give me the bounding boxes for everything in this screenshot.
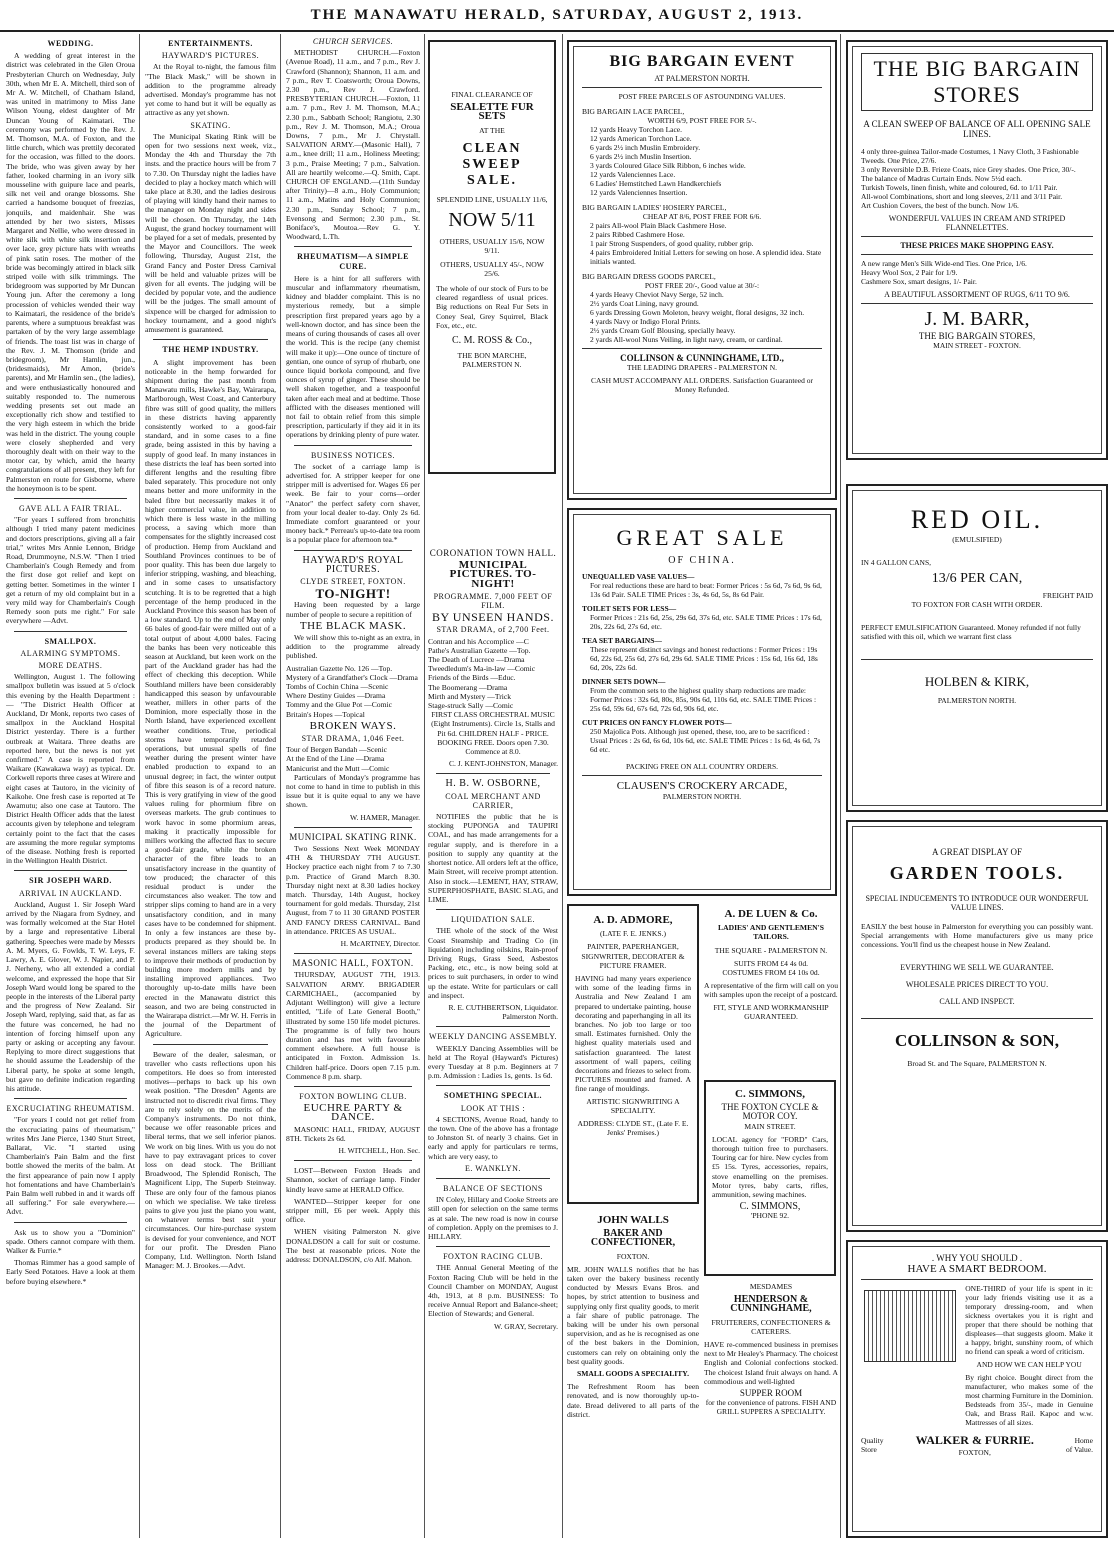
skating-article: The Municipal Skating Rink will be open for two sessions next week, viz., Monday the 4th and Thursday the 7th insts. and the practice hours will be from 7 to 7.30. On Thursday night the ladies have decided to play a hockey match which will take place at 8.30, and the ladies desirous of playing will kindly hand their names to the manager on Monday night and sides will be chosen. On Thursday, the 14th August, the grand hockey tournament will be played for a set of medals, presented by the Mayor and Councillors. The week following, Thursday, August 21st, the Grand Fancy and Poster Dress Carnival will be held and valuable prizes will be given for all events. The judging will be decided by popular vote, and the audience will be the judges. The small amount of sixpence will be charged for admission to hockey tournament, and a good night's amusement is guaranteed. bbox=[145, 131, 276, 335]
programme-item: Australian Gazette No. 126 —Top. bbox=[286, 663, 393, 673]
entertainments-heading: ENTERTAINMENTS. bbox=[168, 39, 253, 48]
divider bbox=[294, 1086, 412, 1087]
simmons-title: C. SIMMONS, bbox=[735, 1088, 805, 1100]
sealette-title: SEALETTE FUR SETS bbox=[450, 101, 534, 123]
divider bbox=[14, 498, 127, 499]
parcel-item: 2 pairs All-wool Plain Black Cashmere Hose. bbox=[590, 221, 727, 230]
parcel-item: 2 yards All-wool Nuns Veiling, in light navy, cream, or cardinal. bbox=[590, 335, 783, 344]
haywards-ad-programme-2 bbox=[286, 745, 420, 773]
parcel-item: 12 yards American Torchon Lace. bbox=[590, 134, 692, 143]
skating-subheading: SKATING. bbox=[190, 120, 231, 130]
bed-value: of Value. bbox=[1066, 1445, 1093, 1454]
osborne-text: NOTIFIES the public that he is stocking PUPONGA and TAUPIRI COAL, and has made arrangements for a regular supply, and is therefore in a position to supply any quantity at the shortest notice. All orders left at the office, Main Street, will receive prompt attention. Also in stock.—LEMENT, HAY, STRAW, SUPERPHOSPHATE, BASIC SLAG, and LIME. bbox=[428, 812, 558, 904]
balance-title: BALANCE OF SECTIONS bbox=[443, 1183, 543, 1193]
bb-title: BIG BARGAIN EVENT bbox=[609, 53, 795, 70]
special-text: 4 SECTIONS, Avenue Road, handy to the town. One of the above has a frontage to Johnston St. of nearly 3 chains. Get in early and apply for particulars re terms, which are very easy, to bbox=[428, 1114, 558, 1161]
coronation-sign: C. J. KENT-JOHNSTON, Manager. bbox=[448, 759, 558, 769]
bed-quality: Quality bbox=[861, 1436, 884, 1445]
gt-title: GARDEN TOOLS. bbox=[889, 863, 1065, 883]
programme-item: The Boomerang —Drama bbox=[428, 682, 508, 692]
barr-place: MAIN STREET - FOXTON. bbox=[933, 341, 1021, 350]
lost-notice: LOST—Between Foxton Heads and Shannon, socket of carriage lamp. Finder kindly leave same at HERALD Office. bbox=[286, 1166, 420, 1194]
bb-firm: COLLINSON & CUNNINGHAME, LTD., bbox=[620, 353, 784, 363]
divider bbox=[582, 348, 822, 349]
bedstead-illustration bbox=[864, 1290, 956, 1362]
bbs-rugs: A BEAUTIFUL ASSORTMENT OF RUGS, 6/11 TO 9/6. bbox=[884, 290, 1070, 299]
hosiery-title: BIG BARGAIN LADIES' HOSIERY PARCEL, bbox=[582, 203, 727, 212]
walls-small: SMALL GOODS A SPECIALITY. bbox=[577, 1369, 689, 1379]
special-look: LOOK AT THIS : bbox=[460, 1103, 526, 1113]
simmons-text: LOCAL agency for "FORD" Cars, thorough tuition free to purchasers. Touring car for hire. New cycles from £5 15s. Tyres, accessories, repairs, stove enamelling on the premises. Motor tyres, baby carts, rifles, ammunition, sewing machines. bbox=[712, 1134, 828, 1200]
parcel-item: 4 yards Navy or Indigo Floral Prints. bbox=[590, 317, 701, 326]
coronation-title: CORONATION TOWN HALL. bbox=[429, 548, 557, 558]
hc-pre: MESDAMES bbox=[749, 1282, 793, 1291]
divider bbox=[294, 953, 412, 954]
bbs-item: Heavy Wool Sox, 2 Pair for 1/9. bbox=[861, 268, 958, 277]
programme-item: Contran and his Accomplice —C bbox=[428, 636, 529, 646]
fair-trial-article: "For years I suffered from bronchitis although I tried many patent medicines and doctors prescriptions, giving all a fair trial," writes Mrs Annie Lennon, Bridge Road, Drummoyne, N.S.W. "Then I tried Chamberlain's Cough Remedy and from the first dose got relief and kept on getting better. Sometimes in the winter I get a return of my old complaint but in a very mild way for Chamberlain's Cough Remedy soon puts me right." For sale everywhere —Advt. bbox=[6, 515, 135, 626]
simple-cure-heading: RHEUMATISM—A SIMPLE CURE. bbox=[297, 252, 409, 271]
walls-sub: BAKER AND CONFECTIONER, bbox=[590, 1228, 676, 1249]
smart-bedroom-advert bbox=[846, 1240, 1108, 1538]
ross-firm: C. M. ROSS & Co., bbox=[451, 335, 533, 347]
parcel-item: 1 pair Strong Suspenders, of good quality, rubber grip. bbox=[590, 239, 754, 248]
liquidation-text: THE whole of the stock of the West Coast Steamship and Trading Co (in liquidation) including oilskins, Rain-proof Driving Rugs, Grass Seed, Asbestos Packing, etc., etc., is now being sold at prices to suit purchasers, in order to wind up the estate. Write for particulars or call and inspect. bbox=[428, 926, 558, 1000]
programme-item: Manicurist and the Mutt —Comic bbox=[286, 763, 390, 773]
church-heading: CHURCH SERVICES. bbox=[312, 37, 394, 46]
parcel-item: 6 yards 2½ inch Muslin Embroidery. bbox=[590, 143, 701, 152]
red-oil-freight: FREIGHT PAID bbox=[1042, 591, 1093, 600]
barr-sub: THE BIG BARGAIN STORES, bbox=[918, 331, 1036, 341]
bowling-title: FOXTON BOWLING CLUB. bbox=[299, 1091, 407, 1101]
divider bbox=[861, 303, 1093, 304]
sealette-lead: FINAL CLEARANCE OF bbox=[451, 90, 533, 99]
bbs-wonderful: WONDERFUL VALUES IN CREAM AND STRIPED FLANNELETTES. bbox=[888, 214, 1066, 232]
bbs-item: All-wool Combinations, short and long sleeves, 2/11 and 3/11 Pair. bbox=[861, 192, 1063, 201]
sealette-at: AT THE bbox=[479, 125, 505, 135]
gs-dinner: DINNER SETS DOWN— bbox=[582, 677, 666, 686]
red-oil-title: RED OIL. bbox=[910, 505, 1044, 534]
haywards-ad-text-2: We will show this to-night as an extra, in addition to the programme already published. bbox=[286, 632, 420, 661]
bb-subtitle: AT PALMERSTON NORTH. bbox=[654, 74, 750, 83]
divider bbox=[436, 1085, 550, 1086]
henderson-advert bbox=[704, 1282, 838, 1538]
gs-cut: CUT PRICES ON FANCY FLOWER POTS— bbox=[582, 718, 732, 727]
gt-every: EVERYTHING WE SELL WE GUARANTEE. bbox=[900, 963, 1054, 972]
bed-firm: WALKER & FURRIE. bbox=[915, 1433, 1034, 1447]
admore-address: ADDRESS: CLYDE ST., (Late F. E. Jenks' Premises.) bbox=[577, 1119, 689, 1138]
potato-notice: Thomas Rimmer has a good sample of Early Seed Potatoes. Have a look at them before buying elsewhere.* bbox=[6, 1258, 135, 1286]
luen-suits: SUITS FROM £4 4s 0d. bbox=[733, 958, 809, 968]
parcel-item: 6 yards Dressing Gown Moleton, heavy weight, floral designs, 32 inch. bbox=[590, 308, 805, 317]
wedding-article: A wedding of great interest in the district was celebrated in the Glen Oroua Presbyterian Church on Wednesday, July 30th, when Mr E. A. Mitchell, third son of Mr A. W. Mitchell, of Chatham Island, was united in matrimony to Miss Jane Wilson Young, eldest daughter of Mr Duncan Young of Kaimatari. The ceremony was performed by the Rev. J. M. Thomson, M.A. of Foxton, and the little church, which was prettily decorated for the occasion, was filled to the doors. The bride, who was given away by her father, looked charming in an ivory silk mousseline with guipure lace and pearls, silk net veil and orange blossoms. She carried a handsome bouquet of freezias, jonquils, and maidenhair. She was attended by her two sisters, Misses Margaret and Nellie, who were dressed in white silk with white silk insertion and over lace, grey picture hats with wreaths of pink satin roses. The mother of the bride was becomingly attired in black silk striped voile with silk trimmings. The bridegroom was supported by Mr Duncan Young jun. After the ceremony a long procession of vehicles wended their way to Kaimatari, the residence of the bride's parents, where a sumptuous breakfast was partaken of by the very large assemblage of friends. The toast list was in charge of the Rev. J. M. Thomson (bride and bridegroom), Mr Hamlin, jun., (bridesmaids), Mr Amon, (bride's parents), and Mr Hamlin sen., (the ladies), and were enthusiastically honoured and suitably responded to. The numerous wedding presents set out made an exceptionally rich show and testified to the very high esteem in which the bride was held in the district. The young couple were closely shepherded and very thoroughly dealt with on their way to the motor car, by which, amid the hearty congratulations of all present, they left for Palmerston en route for Gisborne, where the honeymoon is to be spent. bbox=[6, 51, 135, 493]
bed-home: Home bbox=[1074, 1436, 1093, 1445]
divider bbox=[294, 550, 412, 551]
programme-item: Tombs of Cochin China —Scenic bbox=[286, 682, 389, 691]
osborne-subtitle: COAL MERCHANT AND CARRIER, bbox=[445, 791, 541, 810]
red-oil-cans: IN 4 GALLON CANS, bbox=[861, 558, 931, 567]
red-oil-advert bbox=[846, 484, 1108, 812]
bed-text: ONE-THIRD of your life is spent in it: your lady friends visiting use it as a temporary dressing-room, and when sickness overtakes you it is right and proper that there should be nothing that displeases—that suggests gloom. Make it a happy, bright, sunshiny room, of which no friend can speak a word of criticism. bbox=[965, 1284, 1093, 1356]
divider bbox=[436, 1026, 550, 1027]
simmons-street: MAIN STREET. bbox=[744, 1121, 796, 1131]
smallpox-heading: SMALLPOX. bbox=[44, 636, 97, 646]
divider bbox=[861, 1018, 1093, 1019]
racing-sign: W. GRAY, Secretary. bbox=[494, 1321, 558, 1331]
parcel-item: 3 yards Coloured Glace Silk Ribbon, 6 inches wide. bbox=[590, 161, 746, 170]
simmons-sign: C. SIMMONS, bbox=[739, 1201, 801, 1213]
great-sale-china-advert bbox=[567, 508, 837, 896]
smallpox-subheading-2: MORE DEATHS. bbox=[38, 661, 103, 670]
column-rule bbox=[280, 34, 281, 1538]
admore-advert bbox=[567, 904, 699, 1204]
bed-store: Store bbox=[861, 1445, 877, 1454]
divider bbox=[294, 445, 412, 446]
programme-item: Where Destiny Guides —Drama bbox=[286, 691, 386, 701]
parcel-item: 4 pairs Embroidered Initial Letters for sewing on hose. A splendid idea. State initials wanted. bbox=[590, 248, 822, 266]
divider bbox=[14, 1222, 127, 1223]
hc-title: HENDERSON & CUNNINGHAME, bbox=[730, 1294, 812, 1315]
smallpox-subheading: ALARMING SYMPTOMS. bbox=[20, 648, 121, 658]
barr-title: J. M. BARR, bbox=[924, 308, 1030, 330]
business-heading: BUSINESS NOTICES. bbox=[310, 450, 396, 460]
programme-item: Friends of the Birds —Educ. bbox=[428, 673, 516, 683]
hc-text: HAVE re-commenced business in premises next to Mr Healey's Pharmacy. The choicest English and Colonial confections stocked. The choicest Island fruit always on hand. A commodious and well-lighted bbox=[704, 1340, 838, 1386]
garden-tools-advert bbox=[846, 820, 1108, 1232]
divider bbox=[582, 775, 822, 776]
gt-whole: WHOLESALE PRICES DIRECT TO YOU. bbox=[905, 980, 1049, 989]
bowling-sign: H. WITCHELL, Hon. Sec. bbox=[338, 1145, 420, 1155]
balance-text: IN Coley, Hillary and Cooke Streets are still open for selection on the same terms as at sale. The new road is now in course of completion. Apply on the premises to J. HILLARY. bbox=[428, 1195, 558, 1241]
bbs-easy: THESE PRICES MAKE SHOPPING EASY. bbox=[900, 241, 1054, 250]
programme-item: Tweedledum's Ma-in-law —Comic bbox=[428, 664, 536, 674]
divider bbox=[861, 254, 1093, 255]
others-price-1: OTHERS, USUALLY 15/6, NOW 9/11. bbox=[439, 237, 545, 256]
programme-item: The Death of Lucrece —Drama bbox=[428, 655, 525, 665]
church-article: METHODIST CHURCH.—Foxton (Avenue Road), 11 a.m., and 7 p.m., Rev J. Crawford (Shannon); Shannon, 11 a.m. and 7 p.m., Rev T. Coatsworth; Oroua Downs, 2.30 p.m., Rev J. Crawford. PRESBYTERIAN CHURCH.—Foxton, 11 a.m. 7 p.m., Rev J. M. Thomson, M.A.; 2.30 p.m., Sabbath School; Rangiotu, 2.30 p.m., Rev J. M. Thomson, M.A.; Oroua Downs, 7 p.m., Mr J. Chrystall. SALVATION ARMY.—(Masonic Hall), 7 a.m., knee drill; 11 a.m., Holiness Meeting; 3 p.m., Praise Meeting; 7 p.m., Salvation. All are heartily welcome.—Q. Smith, Capt. CHURCH OF ENGLAND.—(11th Sunday after Trinity)—8 a.m., Holy Communion; 11 a.m., Matins and Holy Communion; 2.30 p.m., Sunday School; 7 p.m., Evensong and Sermon; 2.30 p.m., St. Boniface's, Moutoa.—Rev G. Y. Woodward, L.Th. bbox=[286, 48, 420, 242]
gs-vase: UNEQUALLED VASE VALUES— bbox=[582, 572, 695, 581]
admore-trades: PAINTER, PAPERHANGER, SIGNWRITER, DECORATER & PICTURE FRAMER. bbox=[581, 942, 685, 970]
simmons-advert bbox=[704, 1080, 836, 1276]
ward-heading: SIR JOSEPH WARD. bbox=[29, 876, 112, 886]
rheumatism-article: "For years I could not get relief from the excruciating pains of rheumatism," writes Mrs Jane Pierce, 1340 Sturt Street, Ballarat, Vic. "I started using Chamberlain's Pain Balm and the first bottle showed the merits of the balm. At the first appearance of pain now I apply hot fomentations and have Chamberlain's Pain Balm well rubbed in and it wards off all suffering." For sale everywhere.—Advt. bbox=[6, 1115, 135, 1217]
racing-text: THE Annual General Meeting of the Foxton Racing Club will be held in the Council Chamber on MONDAY, August 4th, 1913, at 8 p.m. BUSINESS: To receive Annual Report and Balance-sheet; Election of Stewards; and General. bbox=[428, 1263, 558, 1319]
admore-sub: (LATE F. E. JENKS.) bbox=[599, 929, 667, 939]
admore-art: ARTISTIC SIGNWRITING A SPECIALITY. bbox=[586, 1096, 680, 1115]
haywards-ad-programme bbox=[286, 664, 420, 719]
admore-text: HAVING had many years experience with some of the leading firms in Australia and New Zealand I am prepared to undertake painting, house decorating and paperhanging in all its branches. No job too large or too small. Estimates furnished. Only the highest quality materials used and satisfaction guaranteed. The latest assortment of wall papers, ceiling decorations and friezes to select from. PICTURES mounted and framed. A fine range of mouldings. bbox=[575, 974, 691, 1094]
simmons-sub: THE FOXTON CYCLE & MOTOR COY. bbox=[721, 1102, 819, 1122]
dancing-text: WEEKLY Dancing Assemblies will be held at The Royal (Hayward's Pictures) every Tuesday at 8 p.m. Beginners at 7 p.m. Admission : Ladies 1s, gents. 1s 6d. bbox=[428, 1043, 558, 1081]
haywards-subheading: HAYWARD'S PICTURES. bbox=[161, 51, 260, 61]
parcel-item: 12 yards Valenciennes Lace. bbox=[590, 170, 676, 179]
masonic-title: MASONIC HALL, FOXTON. bbox=[292, 958, 414, 969]
ward-subheading: ARRIVAL IN AUCKLAND. bbox=[18, 888, 123, 898]
coronation-programme: PROGRAMME. 7,000 FEET OF FILM. bbox=[433, 591, 553, 611]
bbs-item: A new range Men's Silk Wide-end Ties. One Price, 1/6. bbox=[861, 259, 1027, 268]
masthead: THE MANAWATU HERALD, SATURDAY, AUGUST 2, 1913. bbox=[0, 0, 1114, 32]
red-oil-firm: HOLBEN & KIRK, bbox=[924, 674, 1030, 689]
parcel-item: 2½ yards Coat Lining, navy ground. bbox=[590, 299, 699, 308]
smallpox-article: Wellington, August 1. The following smallpox bulletin was issued at 5 o'clock this evening by the Health Department :— "The District Health Officer at Auckland, Dr Monk, reports two cases of smallpox in the Auckland Hospital District yesterday. There is a further outbreak at Waitara. Three deaths are reported here, but the news is not yet confirmed." A case is reported from Waikare (Kawakawa way) as typical. Dr. Corkwell reports three cases at Wirere and eight cases at Tautoro, in the vicinity of Kaikohe. One fresh case is reported at Te Awamutu; also one case at Tautoro. The District Health Officer adds that the latest accounts given by telephone and telegram certainly point to the fact that the cases are assuming the more regular symptoms of the disease. Nothing fresh is reported in the Wellington Health District. bbox=[6, 672, 135, 866]
coronation-text: FIRST CLASS ORCHESTRAL MUSIC (Eight Instruments). Circle 1s, Stalls and Pit 6d. CHILDREN HALF - PRICE. BOOKING FREE. Doors open 7.30. Commence at 8.0. bbox=[431, 710, 555, 757]
parcel-item: 6 yards 2½ inch Muslin Insertion. bbox=[590, 152, 692, 161]
others-price-2: OTHERS, USUALLY 45/-, NOW 25/6. bbox=[440, 259, 544, 278]
bon-marche: THE BON MARCHE, PALMERSTON N. bbox=[457, 351, 527, 370]
parcel-item: 6 Ladies' Hemstitched Lawn Handkerchiefs bbox=[590, 179, 722, 188]
red-oil-perfect: PERFECT EMULSIFICATION Guaranteed. Money refunded if not fully satisfied with this oil, which we warrant first class bbox=[861, 623, 1081, 641]
column-news-1 bbox=[6, 34, 135, 1538]
splendid-line: SPLENDID LINE, USUALLY 11/6, bbox=[436, 194, 548, 204]
bowling-text: MASONIC HALL, FRIDAY, AUGUST 8TH. Tickets 2s 6d. bbox=[286, 1124, 420, 1143]
wedding-heading: WEDDING. bbox=[47, 39, 94, 48]
haywards-ad-place: CLYDE STREET, FOXTON. bbox=[300, 576, 406, 586]
special-title: SOMETHING SPECIAL. bbox=[444, 1091, 542, 1101]
bbs-item: 4 only three-guinea Tailor-made Costumes, 1 Navy Cloth, 3 Fashionable Tweeds. One Price, 27/6. bbox=[861, 147, 1079, 165]
gt-great: A GREAT DISPLAY OF bbox=[932, 847, 1022, 857]
luen-sub: LADIES' AND GENTLEMEN'S TAILORS. bbox=[718, 923, 824, 942]
parcel-item: 2 pairs Ribbed Cashmere Hose. bbox=[590, 230, 685, 239]
now-price: NOW 5/11 bbox=[448, 209, 536, 232]
divider bbox=[294, 827, 412, 828]
divider bbox=[861, 236, 1093, 237]
divider bbox=[294, 246, 412, 247]
divider bbox=[436, 1246, 550, 1247]
walls-advert bbox=[567, 1212, 699, 1538]
haywards-ad-text-3: Particulars of Monday's programme has not come to hand in time to publish in this issue but it is quite equal to any we have shown. bbox=[286, 772, 420, 810]
rink-sign: H. McARTNEY, Director. bbox=[340, 939, 420, 949]
sealette-text: The whole of our stock of Furs to be cleared regardless of usual prices. Big reductions on Real Fur Sets in Coney Seal, Grey Squirrel, Black Fox, etc., etc. bbox=[436, 284, 548, 330]
simmons-phone: 'PHONE 92. bbox=[750, 1211, 790, 1221]
column-news-2 bbox=[145, 34, 276, 1538]
programme-item: At the End of the Line —Drama bbox=[286, 754, 385, 764]
gs-tea-text: These represent distinct savings and honest reductions : Former Prices : 19s 6d, 22s 6d, 25s 6d, 27s 6d, 29s 6d. SALE TIME Prices : 15s 6d, 16s 6d, 18s 6d, 20s, 22s 6d. bbox=[590, 645, 818, 672]
bbs-item: 3 only Reversible D.B. Frieze Coats, nice Grey shades. One Price, 30/-. bbox=[861, 165, 1076, 174]
divider bbox=[861, 1279, 1093, 1280]
programme-item: Tommy and the Glue Pot —Comic bbox=[286, 700, 392, 710]
gs-firm: CLAUSEN'S CROCKERY ARCADE, bbox=[616, 780, 788, 792]
divider bbox=[14, 631, 127, 632]
bed-help: AND HOW WE CAN HELP YOU bbox=[976, 1360, 1082, 1369]
osborne-title: H. B. W. OSBORNE, bbox=[445, 778, 541, 790]
divider bbox=[14, 1098, 127, 1099]
parcel-item: 12 yards Heavy Torchon Lace. bbox=[590, 125, 683, 134]
gs-dinner-text: From the common sets to the highest quality sharp reductions are made: Former Prices : 32s 6d, 80s, 85s, 90s 6d, 110s 6d, etc. SALE TIME Prices : 25s 6d, 59s 6d, 67s 6d, 72s 6d, 90s 6d, etc. bbox=[590, 686, 817, 713]
coronation-subtitle: MUNICIPAL PICTURES. TO-NIGHT! bbox=[449, 559, 537, 590]
big-bargain-event-advert bbox=[567, 40, 837, 500]
lace-title: BIG BARGAIN LACE PARCEL, bbox=[582, 107, 685, 116]
clean-sweep-title: CLEAN SWEEP SALE. bbox=[462, 140, 522, 188]
bbs-item: Cashmere Sox, smart designs, 1/- Pair. bbox=[861, 277, 977, 286]
coronation-film: BY UNSEEN HANDS. bbox=[432, 610, 554, 625]
bb-cash: CASH MUST ACCOMPANY ALL ORDERS. Satisfaction Guaranteed or Money Refunded. bbox=[591, 376, 813, 394]
walls-text-2: The Refreshment Room has been renovated, and is now thoroughly up-to-date. Bread delivered to all parts of the district. bbox=[567, 1382, 699, 1419]
divider bbox=[582, 87, 822, 88]
haywards-ad-title: HAYWARD'S ROYAL PICTURES. bbox=[302, 554, 404, 575]
gt-special: SPECIAL INDUCEMENTS TO INTRODUCE OUR WONDERFUL VALUE LINES. bbox=[865, 894, 1089, 912]
hc-supper: SUPPER ROOM bbox=[739, 1388, 803, 1399]
fair-trial-heading: GAVE ALL A FAIR TRIAL. bbox=[19, 503, 122, 513]
bbs-item: Art Cushion Covers, the best of the bunch. Now 1/6. bbox=[861, 201, 1019, 210]
hemp-article: A slight improvement has been noticeable in the hemp forwarded for shipment during the past month from Manawatu mills, Hawke's Bay, Wairarapa, Marlborough, West Coast, and Canterbury fibre was still of good quality, the millers in these districts having apparently consistently worked to a good-fair standard, and in some cases to a fine grade, being assisted in this by having a supply of good leaf. In many instances in these districts the leaf has been sorted into different lengths and the resulting fibre baled separately. This procedure not only means better and more uniformity in the baled fibre but necessarily makes it of higher commercial value, in addition to which there is less waste in the milling process, a saving which more than compensates for the slightly increased cost of production. Hemp from Auckland and Southland Provinces continues to be of poor quality. This has been due largely to inferior stripping, washing, and bleaching, and in some cases to unsatisfactory scutching. It is to be regretted that a high percentage of the hemp produced in the Auckland Province this season has been of a low standard. Up to the end of May only 66 bales of good-fair were milled out of a total output of about 4,000 bales. Facing the banks has been very noticeable this season at Auckland, but keen work on the part of the Auckland grader has had the effect of checking this deception. While Southland millers have been considerably handicapped this season by unfavourable weather, millers in other parts of the Dominion, more especially those in the North Island, have experienced excellent weather conditions. True, periodical storms have temporarily retarded operations, but unusual spells of fine weather during the present winter have enabled production to expand to an unusual degree; in fact, the winter output of fibre this season is of a record nature. This is very gratifying in view of the good values ruling for phormium fibre on overseas markets. The grub continues to work havoc in some phormium areas, making it practically impossible for millers working the affected flax to secure a good-fair grade, while the broken character of the fibre leads to an unsatisfactory increase in the quantity of tow produced; the character of this residual product is under the circumstances also weaker. The tow and stripper slips coming to hand are in a very unsatisfactory condition, and in many cases have to be condemned for shipment. In only a few instances are these by-products prepared as they should be. In several instances millers are taking steps to improve their methods of production by building more modern mills and by installing improved appliances. Two thoroughly up-to-date mills have been erected in the Manawatu district this season, and two are being constructed in the Wairarapa district.—Mr W. H. Ferris in the journal of the Department of Agriculture. bbox=[145, 357, 276, 1039]
luen-title: A. DE LUEN & Co. bbox=[724, 908, 818, 920]
luen-text: A representative of the firm will call on you with samples upon the receipt of a postcard. bbox=[704, 981, 838, 1000]
walls-place: FOXTON. bbox=[616, 1251, 650, 1261]
divider bbox=[436, 773, 550, 774]
ward-article: Auckland, August 1. Sir Joseph Ward arrived by the Niagara from Sydney, and was formally welcomed at the Star Hotel by a large and representative Liberal gathering. Speeches were made by Messrs A. M. Myers, G. Fowlds, T. W. Leys, F. Lawry, A. E. Glover, W. J. Napier, and P. J. Nerheny, who all extended a cordial welcome, and expressed the hope that Sir Joseph Ward would long be spared to the people in the interests of the Liberal party and the progress of New Zealand. Sir Joseph Ward, replying, said that, as far as the future was concerned, he had no intention of forcing himself upon any party or asking or accepting any favour. Replying to more direct suggestions that he should assume the Leadership of the Liberal party, he spoke at some length, but gave no definite indication regarding his attitude. bbox=[6, 899, 135, 1093]
haywards-article: At the Royal to-night, the famous film "The Black Mask," will be shown in addition to the programme already advertised. Monday's programme has not yet come to hand but it will be equally as attractive as any yet shown. bbox=[145, 62, 276, 118]
bed-why: . WHY YOU SHOULD . bbox=[931, 1253, 1023, 1263]
divider bbox=[14, 870, 127, 871]
bed-place: FOXTON, bbox=[958, 1448, 991, 1457]
gs-firm-sub: PALMERSTON NORTH. bbox=[662, 792, 742, 801]
haywards-ad-film-2: BROKEN WAYS. bbox=[309, 719, 397, 732]
haywards-ad-sign: W. HAMER, Manager. bbox=[350, 812, 420, 822]
divider bbox=[436, 909, 550, 910]
red-oil-place: PALMERSTON NORTH. bbox=[937, 696, 1017, 705]
bbs-item: Turkish Towels, linen finish, white and coloured, 6d. to 1/11 Pair. bbox=[861, 183, 1058, 192]
dress-title: BIG BARGAIN DRESS GOODS PARCEL, bbox=[582, 272, 716, 281]
column-rule bbox=[562, 34, 563, 1538]
wanted-notice: WANTED—Stripper keeper for one stripper mill, £6 per week. Apply this office. bbox=[286, 1196, 420, 1225]
gt-firm: COLLINSON & SON, bbox=[895, 1031, 1059, 1050]
luen-costumes: COSTUMES FROM £4 10s 0d. bbox=[722, 968, 820, 978]
gs-vase-text: For real reductions these are hard to beat: Former Prices : 5s 6d, 7s 6d, 9s 6d, 13s 6d Pair. SALE TIME Prices : 3s, 4s 6d, 5s, 8s 6d Pair. bbox=[590, 581, 822, 599]
coronation-list bbox=[428, 637, 558, 711]
red-oil-to: TO FOXTON FOR CASH WITH ORDER. bbox=[911, 600, 1043, 609]
bb-post: POST FREE PARCELS OF ASTOUNDING VALUES. bbox=[618, 92, 786, 101]
parcel-item: 4 yards Heavy Cheviot Navy Serge, 52 inch. bbox=[590, 290, 724, 299]
gs-toilet: TOILET SETS FOR LESS— bbox=[582, 604, 677, 613]
bb-firm-sub: THE LEADING DRAPERS - PALMERSTON N. bbox=[626, 363, 777, 372]
gs-toilet-text: Former Prices : 21s 6d, 25s, 29s 6d, 37s 6d, etc. SALE TIME Prices : 17s 6d, 20s, 22s 6d, 27s 6d, etc. bbox=[590, 613, 822, 631]
bbs-sweep: A CLEAN SWEEP OF BALANCE OF ALL OPENING SALE LINES. bbox=[863, 119, 1091, 139]
gt-place: Broad St. and The Square, PALMERSTON N. bbox=[907, 1059, 1047, 1068]
hemp-heading: THE HEMP INDUSTRY. bbox=[162, 345, 259, 355]
parcel-item: 12 yards Valenciennes Insertion. bbox=[590, 188, 688, 197]
bbs-item: The balance of Madras Curtain Ends. Now 5½d each. bbox=[861, 174, 1022, 183]
column-rule bbox=[840, 34, 841, 1538]
parcel-item: 2½ yards Cream Golf Blousing, specially heavy. bbox=[590, 326, 736, 335]
liquidation-sign: R. E. CUTHBERTSON, Liquidator. Palmerston North. bbox=[448, 1002, 558, 1022]
programme-item: Pathe's Australian Gazette —Top. bbox=[428, 645, 531, 655]
red-oil-sub: (EMULSIFIED) bbox=[952, 535, 1002, 544]
simple-cure-article: Here is a hint for all sufferers with muscular and inflammatory rheumatism, kidney and bladder complaint. This is no mysterious remedy, but a simple prescription first prepared years ago by a well-known doctor, and has since been the means of curing thousands of cases all over the world. This is the recipe (any chemist will make it up):—One ounce of tincture of gentian, one ounce of syrup of rhubarb, one ounce liquid borkola compound, and five ounces of syrup of ginger. These should be well shaken together, and a teaspoonful taken after each meal and at bedtime. Those afflicted with the diseases mentioned will not fail to obtain relief from this simple prescription, particularly if they aid it in its operations by drinking plenty of pure water. bbox=[286, 273, 420, 440]
haywards-ad-film: THE BLACK MASK. bbox=[299, 619, 407, 632]
rink-text: Two Sessions Next Week MONDAY 4TH & THURSDAY 7TH AUGUST. Hockey practice each night from 7 to 7.30 p.m. Practice of Grand March 8.30. Thursday night next at 8.30 ladies hockey match. Thursday, 14th August, hockey tournament for gold medals. Thursday, 21st August, from 7 to 11 30 GRAND POSTER AND FANCY DRESS CARNIVAL. Band in attendance. PRICES AS USUAL. bbox=[286, 844, 420, 936]
donaldson-notice: WHEN visiting Palmerston N. give DONALDSON a call for suit or costume. The best at reasonable prices. Note the address: DONALDSON, c/o Alf. Mahon. bbox=[286, 1227, 420, 1264]
de-luen-advert bbox=[704, 906, 838, 1074]
hosiery-price: CHEAP AT 8/6, POST FREE FOR 6/6. bbox=[642, 212, 762, 221]
special-sign: E. WANKLYN. bbox=[465, 1163, 521, 1173]
bed-have: HAVE A SMART BEDROOM. bbox=[907, 1263, 1047, 1275]
haywards-ad-film-2-sub: STAR DRAMA, 1,046 Feet. bbox=[301, 734, 405, 744]
masonic-text: THURSDAY, AUGUST 7TH, 1913. SALVATION ARMY. BRIGADIER CARMICHAEL, (accompanied by Adjutant Wellington) will give a lecture entitled, "Life of Late General Booth," illustrated by some 150 life model pictures. The programme is of fully two hours duration and has met with favourable comment elsewhere. A full house is anticipated in Foxton. Admission 1s. Children half-price. Doors open 7.15 p.m. Commence 8 p.m. sharp. bbox=[286, 970, 420, 1081]
divider bbox=[153, 1044, 268, 1045]
gs-subtitle: OF CHINA. bbox=[668, 555, 736, 566]
admore-title: A. D. ADMORE, bbox=[593, 914, 673, 926]
luen-fit: FIT, STYLE AND WORKMANSHIP GUARANTEED. bbox=[713, 1002, 829, 1021]
bowling-big: EUCHRE PARTY & DANCE. bbox=[303, 1102, 403, 1124]
column-ads-4 bbox=[428, 546, 558, 1536]
gs-title: GREAT SALE bbox=[616, 525, 788, 550]
gt-text: EASILY the best house in Palmerston for everything you can possibly want. Special arrangements with Home manufacturers give us many price concessions. You'll find us the cheapest house in New Zealand. bbox=[861, 922, 1093, 949]
walls-title: JOHN WALLS bbox=[597, 1214, 669, 1226]
rheumatism-heading: EXCRUCIATING RHEUMATISM. bbox=[6, 1104, 135, 1114]
bed-text-2: By right choice. Bought direct from the manufacturer, who makes some of the most charming Furniture in the Dominion. Bedsteads from 35/-, made in Genuine Oak, and Brass Rail. Kapoc and w.w. Mattresses of all sizes. bbox=[965, 1373, 1093, 1427]
column-news-3 bbox=[286, 34, 420, 1538]
lace-price: WORTH 6/9, POST FREE FOR 5/-. bbox=[647, 116, 757, 125]
programme-item: Mystery of a Grandfather's Clock —Drama bbox=[286, 672, 418, 682]
dresden-advert: Beware of the dealer, salesman, or traveller who casts reflections upon his competitors. He does so from interested motives—perhaps to back up his own weak position. "The Dresden" Agents are instructed not to discredit rival firms. They are to rely solely on the merits of the Company's instruments. Do not think, because we offer reasonable prices and liberal terms, that we sell inferior pianos. We work on big lines. With us you do not have to pay extravagant prices to cover loss on dead stock. The Brilliant Broadwood, The Splendid Ronisch, The Magnificent Lipp, The Superb Steinway. These are only four of the famous pianos on which we specialise. We take tireless pains to give you just the piano you want, on whatever terms best suit your circumstances. Our hire-purchase system is devised for your convenience, and NOT for our profit. The Dresden Piano Company, Ltd. Wellington. North Island Manager: M. J. Brookes.—Advt. bbox=[145, 1049, 276, 1271]
gs-pack: PACKING FREE ON ALL COUNTRY ORDERS. bbox=[625, 762, 779, 771]
luen-place: THE SQUARE - PALMERSTON N. bbox=[714, 945, 828, 955]
programme-item: Stage-struck Sally —Comic bbox=[428, 701, 514, 711]
haywards-ad-text: Having been requested by a large number of people to secure a repitition of bbox=[286, 600, 420, 619]
gs-tea: TEA SET BARGAINS— bbox=[582, 636, 662, 645]
programme-item: Britain's Hopes —Topical bbox=[286, 709, 365, 719]
red-oil-price: 13/6 PER CAN, bbox=[931, 571, 1023, 586]
rink-title: MUNICIPAL SKATING RINK. bbox=[289, 831, 417, 842]
walls-text: MR. JOHN WALLS notifies that he has taken over the bakery business recently conducted by Messrs Evans Bros. and hopes, by strict attention to business and supplying only first quality goods, to merit a fair share of public patronage. The baking will be under his own personal supervision, and as he is recognised as one of the best bakers in the Dominion, customers can rely on obtaining only the best quality goods. bbox=[567, 1264, 699, 1366]
divider bbox=[861, 659, 1093, 660]
racing-title: FOXTON RACING CLUB. bbox=[443, 1252, 543, 1262]
dancing-title: WEEKLY DANCING ASSEMBLY. bbox=[429, 1032, 557, 1042]
gt-call: CALL AND INSPECT. bbox=[939, 997, 1015, 1006]
column-rule bbox=[424, 34, 425, 1538]
liquidation-title: LIQUIDATION SALE. bbox=[450, 915, 536, 925]
programme-item: Mirth and Mystery —Trick bbox=[428, 691, 512, 701]
sealette-advert bbox=[428, 40, 556, 474]
big-bargain-stores-advert bbox=[846, 40, 1108, 460]
column-rule bbox=[139, 34, 140, 1538]
gs-cut-text: 250 Majolica Pots. Although just opened, these, too, are to be sacrificed : Usual Prices : 2s 6d, 6s 6d, 10s 6d, etc. SALE TIME Prices : 1s 6d, 4s 6d, 7s 6d etc. bbox=[590, 727, 821, 754]
hc-text-2: for the convenience of patrons. FISH AND GRILL SUPPERS A SPECIALITY. bbox=[705, 1398, 837, 1417]
spade-notice: Ask us to show you a "Dominion" spade. Others cannot compare with them. Walker & Furrie.* bbox=[6, 1227, 135, 1255]
divider bbox=[153, 339, 268, 340]
bbs-title: THE BIG BARGAIN STORES bbox=[861, 53, 1093, 111]
divider bbox=[294, 1160, 412, 1161]
coronation-star: STAR DRAMA, of 2,700 Feet. bbox=[436, 625, 550, 635]
hc-sub: FRUITERERS, CONFECTIONERS & CATERERS. bbox=[711, 1317, 831, 1336]
divider bbox=[436, 1178, 550, 1179]
business-notices: The socket of a carriage lamp is advertised for. A stripper keeper for one stripper mill is advertised for. Wages £6 per week. Be fair to your corns—order "Anator" the perfect safety corn shaver, from your local dealer to-day. Only 2s 6d. Immediate comfort guaranteed or your money back.* Perreau's up-to-date tea room is a popular place for afternoon tea.* bbox=[286, 461, 420, 545]
dress-price: POST FREE 20/-, Good value at 30/-: bbox=[644, 281, 760, 290]
haywards-ad-tonight: TO-NIGHT! bbox=[315, 586, 391, 602]
programme-item: Tour of Bergen Bandah —Scenic bbox=[286, 745, 387, 755]
